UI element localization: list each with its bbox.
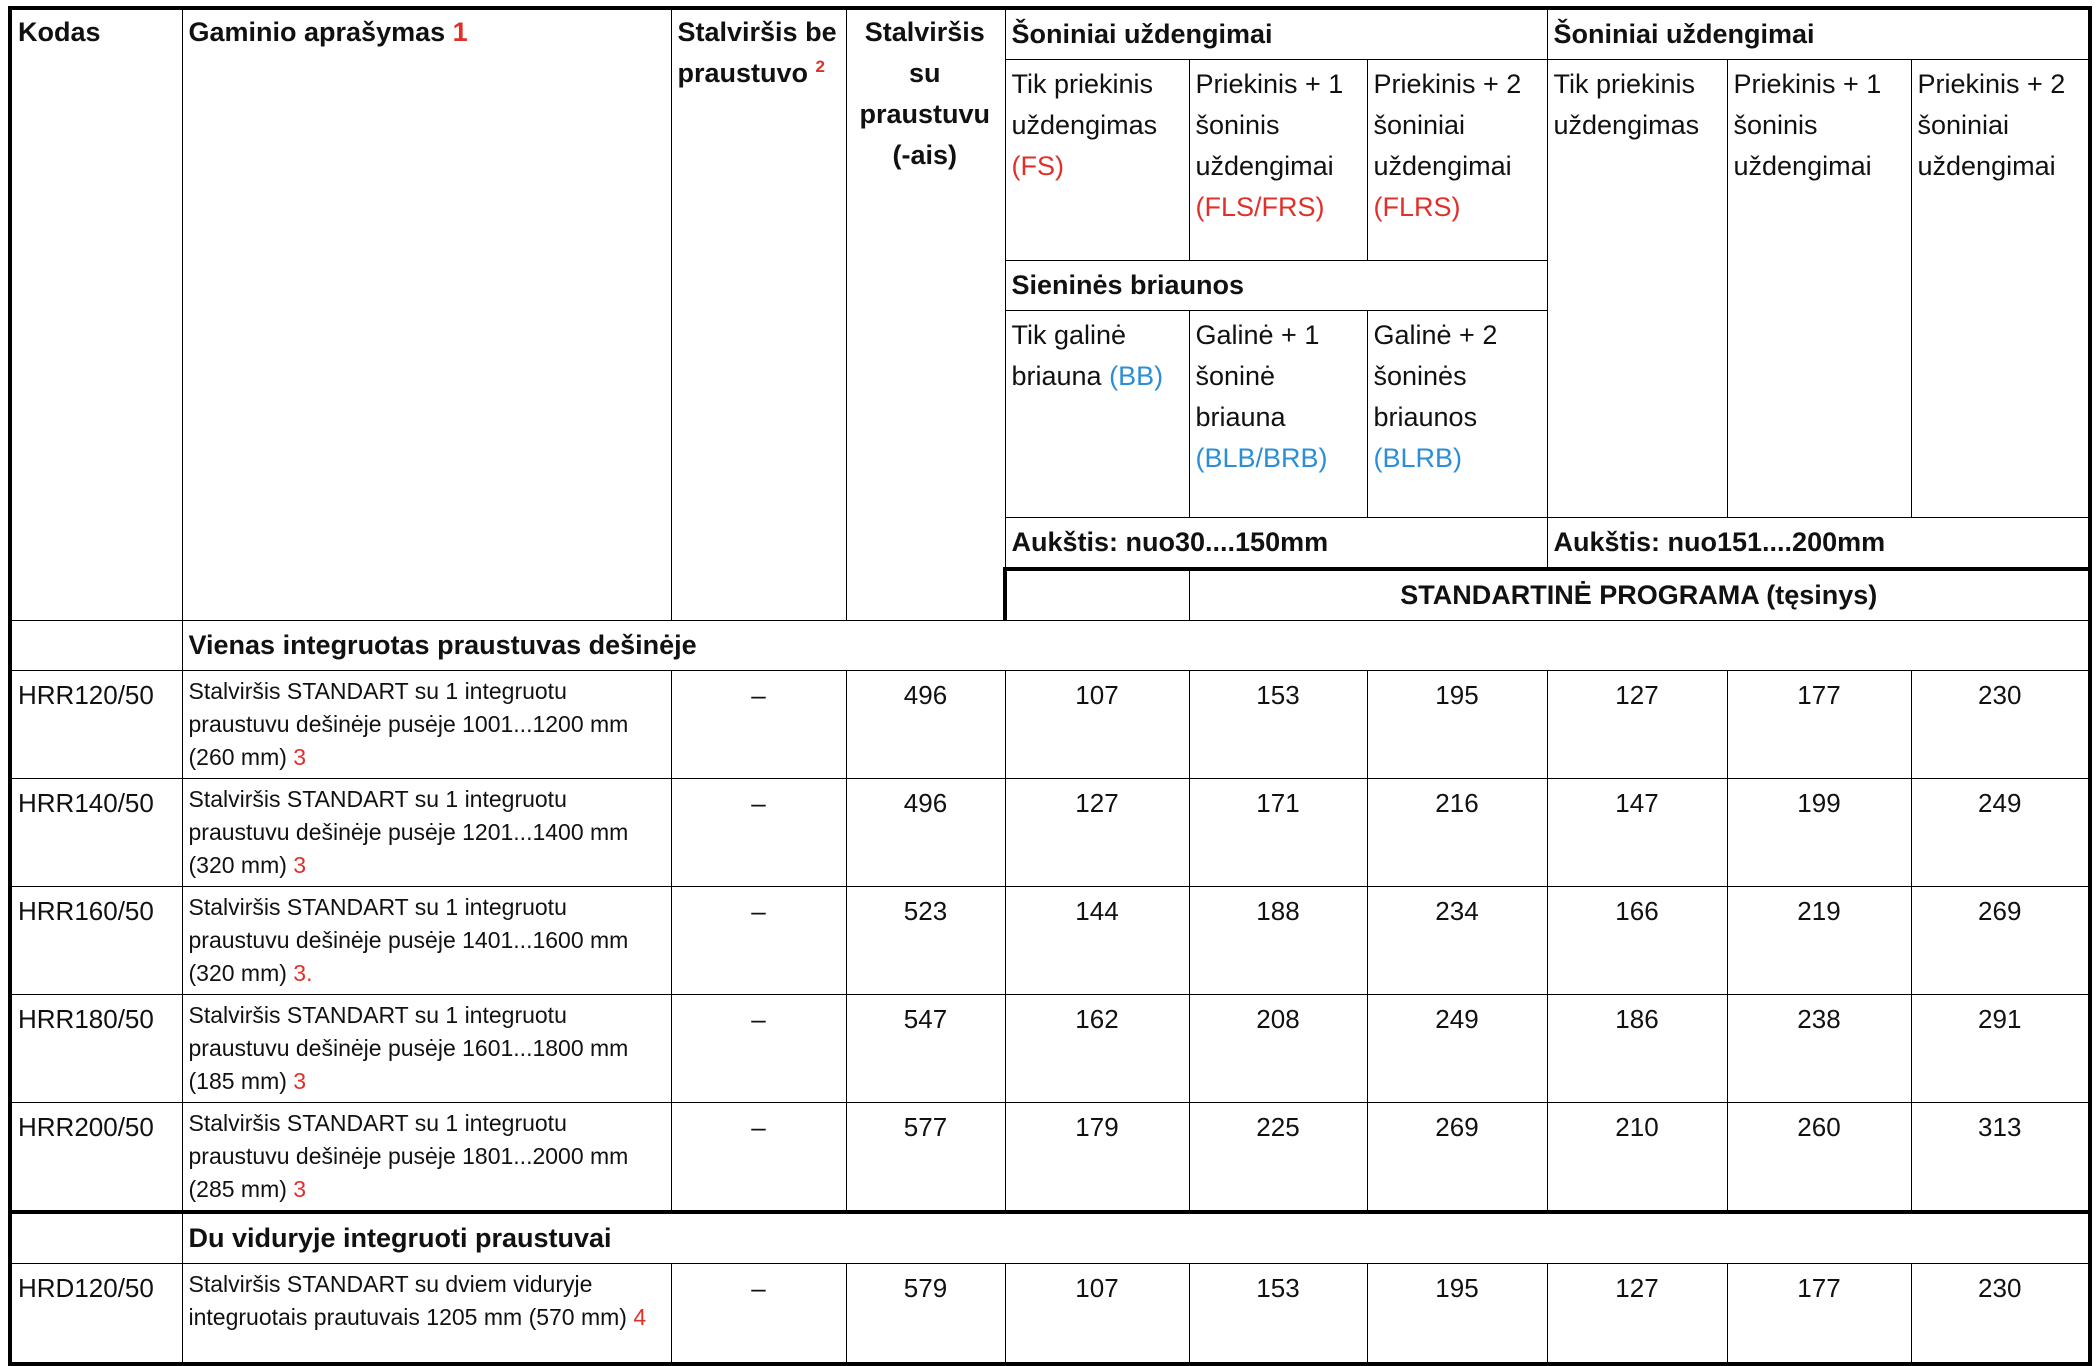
price-fs: 107 — [1005, 1264, 1189, 1364]
product-code: HRD120/50 — [10, 1264, 182, 1364]
price-no-sink: – — [671, 1103, 846, 1213]
table-row — [10, 995, 2090, 1103]
price-high-front-1side: 238 — [1727, 995, 1911, 1103]
product-description: Stalviršis STANDART su 1 integruotu praustuvu dešinėje pusėje 1801...2000 mm (285 mm) 3 — [182, 1103, 671, 1213]
product-description: Stalviršis STANDART su dviem viduryje integruotais prautuvais 1205 mm (570 mm) 4 — [182, 1264, 671, 1364]
price-high-front-2side: 230 — [1911, 1264, 2090, 1364]
price-fs: 107 — [1005, 671, 1189, 779]
section-title: Vienas integruotas praustuvas dešinėje — [182, 621, 2090, 671]
header-edge-back-only: Tik galinė briauna (BB) — [1005, 311, 1189, 518]
product-code: HRR200/50 — [10, 1103, 182, 1213]
table-row — [10, 1103, 2090, 1213]
price-high-front-2side: 230 — [1911, 671, 2090, 779]
price-no-sink: – — [671, 671, 846, 779]
product-code: HRR120/50 — [10, 671, 182, 779]
footnote-ref: 1 — [452, 17, 468, 47]
header-side-covers-1: Šoniniai uždengimai — [1005, 8, 1547, 60]
price-fls-frs: 153 — [1189, 671, 1367, 779]
empty-cell — [1005, 569, 1189, 621]
price-high-front-1side: 177 — [1727, 671, 1911, 779]
price-flrs: 195 — [1367, 1264, 1547, 1364]
price-flrs: 195 — [1367, 671, 1547, 779]
program-title: STANDARTINĖ PROGRAMA (tęsinys) — [1189, 569, 2090, 621]
header-cover-front-only: Tik priekinis uždengimas (FS) — [1005, 60, 1189, 261]
price-with-sink: 523 — [846, 887, 1005, 995]
price-high-front-only: 166 — [1547, 887, 1727, 995]
price-fs: 179 — [1005, 1103, 1189, 1213]
empty-cell — [10, 1212, 182, 1264]
price-fls-frs: 153 — [1189, 1264, 1367, 1364]
price-fls-frs: 188 — [1189, 887, 1367, 995]
price-with-sink: 547 — [846, 995, 1005, 1103]
price-fs: 162 — [1005, 995, 1189, 1103]
empty-cell — [10, 621, 182, 671]
header-cover-front-2side: Priekinis + 2 šoniniai uždengimai (FLRS) — [1367, 60, 1547, 261]
price-flrs: 249 — [1367, 995, 1547, 1103]
header-cover2-front-only: Tik priekinis uždengimas — [1547, 60, 1727, 518]
header-edge-back-2side: Galinė + 2 šoninės briaunos (BLRB) — [1367, 311, 1547, 518]
price-high-front-only: 147 — [1547, 779, 1727, 887]
price-high-front-2side: 269 — [1911, 887, 2090, 995]
header-cover2-front-2side: Priekinis + 2 šoniniai uždengimai — [1911, 60, 2090, 518]
product-description: Stalviršis STANDART su 1 integruotu praustuvu dešinėje pusėje 1201...1400 mm (320 mm) 3 — [182, 779, 671, 887]
price-high-front-only: 186 — [1547, 995, 1727, 1103]
table-row — [10, 1264, 2090, 1364]
price-high-front-only: 127 — [1547, 671, 1727, 779]
price-with-sink: 496 — [846, 779, 1005, 887]
price-high-front-1side: 219 — [1727, 887, 1911, 995]
price-no-sink: – — [671, 1264, 846, 1364]
price-high-front-2side: 249 — [1911, 779, 2090, 887]
product-code: HRR140/50 — [10, 779, 182, 887]
table-row — [10, 779, 2090, 887]
product-code: HRR160/50 — [10, 887, 182, 995]
price-flrs: 216 — [1367, 779, 1547, 887]
price-high-front-1side: 199 — [1727, 779, 1911, 887]
header-side-covers-2: Šoniniai uždengimai — [1547, 8, 2090, 60]
header-cover2-front-1side: Priekinis + 1 šoninis uždengimai — [1727, 60, 1911, 518]
product-code: HRR180/50 — [10, 995, 182, 1103]
price-no-sink: – — [671, 995, 846, 1103]
price-fls-frs: 208 — [1189, 995, 1367, 1103]
price-no-sink: – — [671, 779, 846, 887]
header-top-no-sink: Stalviršis be praustuvo $^2$ — [671, 8, 846, 621]
table-row — [10, 887, 2090, 995]
header-top-with-sink: Stalviršis su praustuvu (-ais) — [846, 8, 1005, 621]
table-row — [10, 671, 2090, 779]
price-with-sink: 577 — [846, 1103, 1005, 1213]
price-fls-frs: 171 — [1189, 779, 1367, 887]
header-description: Gaminio aprašymas 1 — [182, 8, 671, 621]
product-description: Stalviršis STANDART su 1 integruotu praustuvu dešinėje pusėje 1401...1600 mm (320 mm) 3. — [182, 887, 671, 995]
price-with-sink: 579 — [846, 1264, 1005, 1364]
price-high-front-only: 210 — [1547, 1103, 1727, 1213]
price-high-front-2side: 313 — [1911, 1103, 2090, 1213]
section-title: Du viduryje integruoti praustuvai — [182, 1212, 2090, 1264]
price-high-front-1side: 177 — [1727, 1264, 1911, 1364]
price-fls-frs: 225 — [1189, 1103, 1367, 1213]
price-fs: 127 — [1005, 779, 1189, 887]
price-table — [8, 6, 2092, 1366]
price-high-front-2side: 291 — [1911, 995, 2090, 1103]
product-description: Stalviršis STANDART su 1 integruotu praustuvu dešinėje pusėje 1601...1800 mm (185 mm) 3 — [182, 995, 671, 1103]
price-high-front-1side: 260 — [1727, 1103, 1911, 1213]
price-flrs: 234 — [1367, 887, 1547, 995]
header-wall-edges: Sieninės briaunos — [1005, 261, 1547, 311]
price-no-sink: – — [671, 887, 846, 995]
header-height-range-1: Aukštis: nuo30....150mm — [1005, 518, 1547, 570]
header-edge-back-1side: Galinė + 1 šoninė briauna (BLB/BRB) — [1189, 311, 1367, 518]
price-table-page — [8, 6, 2088, 1330]
price-fs: 144 — [1005, 887, 1189, 995]
header-height-range-2: Aukštis: nuo151....200mm — [1547, 518, 2090, 570]
header-code: Kodas — [10, 8, 182, 621]
price-flrs: 269 — [1367, 1103, 1547, 1213]
price-with-sink: 496 — [846, 671, 1005, 779]
product-description: Stalviršis STANDART su 1 integruotu praustuvu dešinėje pusėje 1001...1200 mm (260 mm) 3 — [182, 671, 671, 779]
footnote-ref: 2 — [815, 57, 826, 76]
price-high-front-only: 127 — [1547, 1264, 1727, 1364]
header-cover-front-1side: Priekinis + 1 šoninis uždengimai (FLS/FRS) — [1189, 60, 1367, 261]
